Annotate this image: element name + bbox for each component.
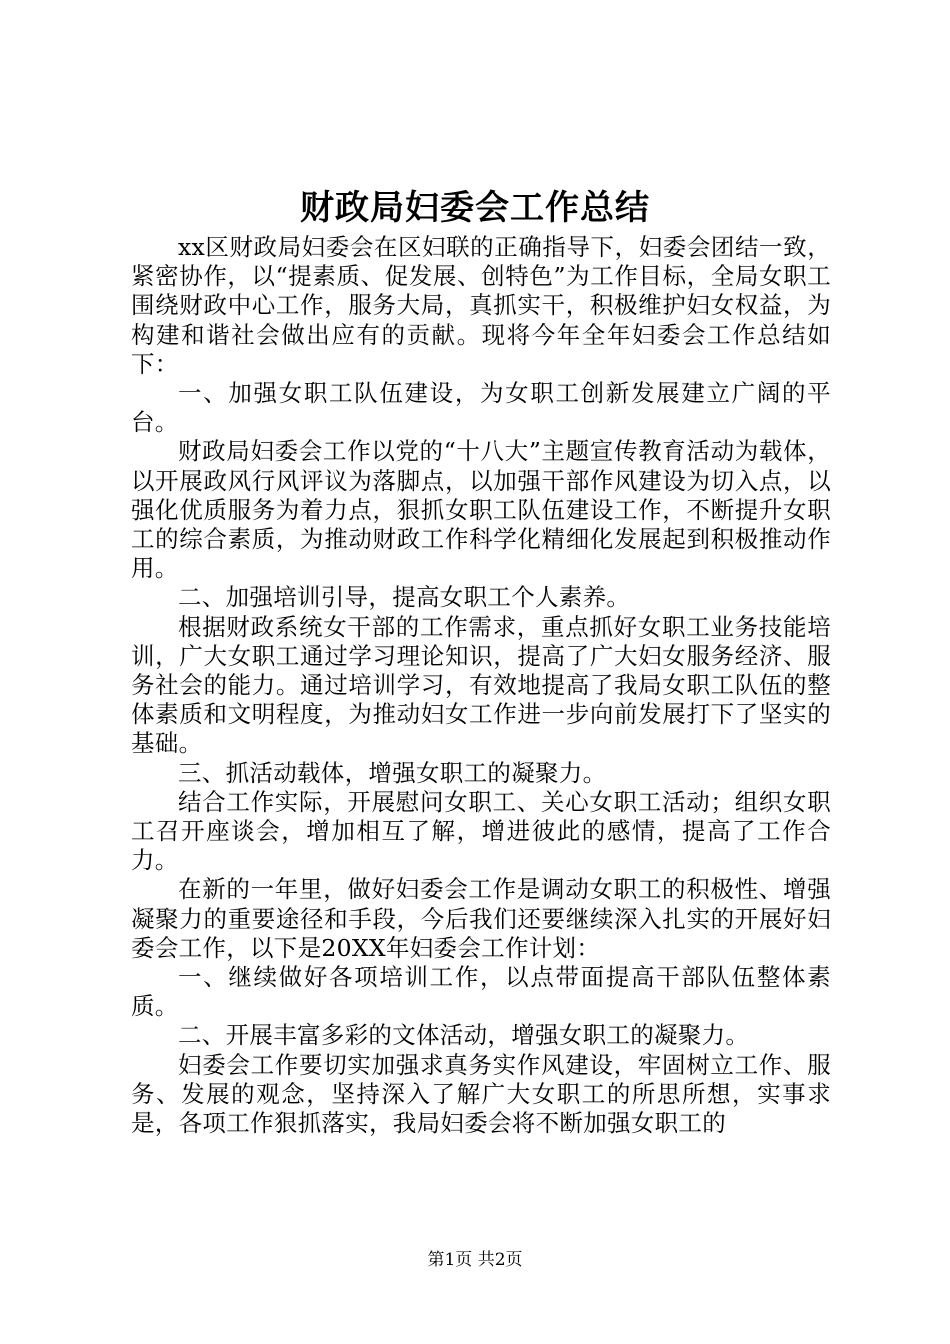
paragraph: 在新的一年里，做好妇委会工作是调动女职工的积极性、增强凝聚力的重要途径和手段，今后我们还要继续深入扎实的开展好妇委会工作，以下是20XX年妇委会工作计划：	[131, 875, 831, 962]
section-heading: 一、加强女职工队伍建设，为女职工创新发展建立广阔的平台。	[131, 379, 831, 437]
document-title: 财政局妇委会工作总结	[300, 188, 650, 228]
paragraph: xx区财政局妇委会在区妇联的正确指导下，妇委会团结一致，紧密协作，以“提素质、促发展、创特色”为工作目标，全局女职工围绕财政中心工作，服务大局，真抓实干，积极维护妇女权益，为构建和谐社会做出应有的贡献。现将今年全年妇委会工作总结如下：	[131, 233, 831, 378]
page-footer: 第1页 共2页	[427, 1250, 523, 1270]
paragraph: 财政局妇委会工作以党的“十八大”主题宣传教育活动为载体，以开展政风行风评议为落脚点，以加强干部作风建设为切入点，以强化优质服务为着力点，狠抓女职工队伍建设工作，不断提升女职工的综合素质，为推动财政工作科学化精细化发展起到积极推动作用。	[131, 437, 831, 583]
paragraph: 结合工作实际，开展慰问女职工、关心女职工活动；组织女职工召开座谈会，增加相互了解，增进彼此的感情，提高了工作合力。	[131, 787, 831, 875]
plan-item: 一、继续做好各项培训工作，以点带面提高干部队伍整体素质。	[131, 963, 831, 1021]
section-heading: 三、抓活动载体，增强女职工的凝聚力。	[178, 758, 607, 787]
paragraph: 妇委会工作要切实加强求真务实作风建设，牢固树立工作、服务、发展的观念，坚持深入了解广大女职工的所思所想，实事求是，各项工作狠抓落实，我局妇委会将不断加强女职工的	[131, 1050, 831, 1138]
document-body	[131, 233, 831, 1138]
plan-item: 二、开展丰富多彩的文体活动，增强女职工的凝聚力。	[178, 1021, 750, 1050]
section-heading: 二、加强培训引导，提高女职工个人素养。	[178, 583, 631, 612]
paragraph: 根据财政系统女干部的工作需求，重点抓好女职工业务技能培训，广大女职工通过学习理论知识，提高了广大妇女服务经济、服务社会的能力。通过培训学习，有效地提高了我局女职工队伍的整体素质和文明程度，为推动妇女工作进一步向前发展打下了坚实的基础。	[131, 612, 831, 758]
